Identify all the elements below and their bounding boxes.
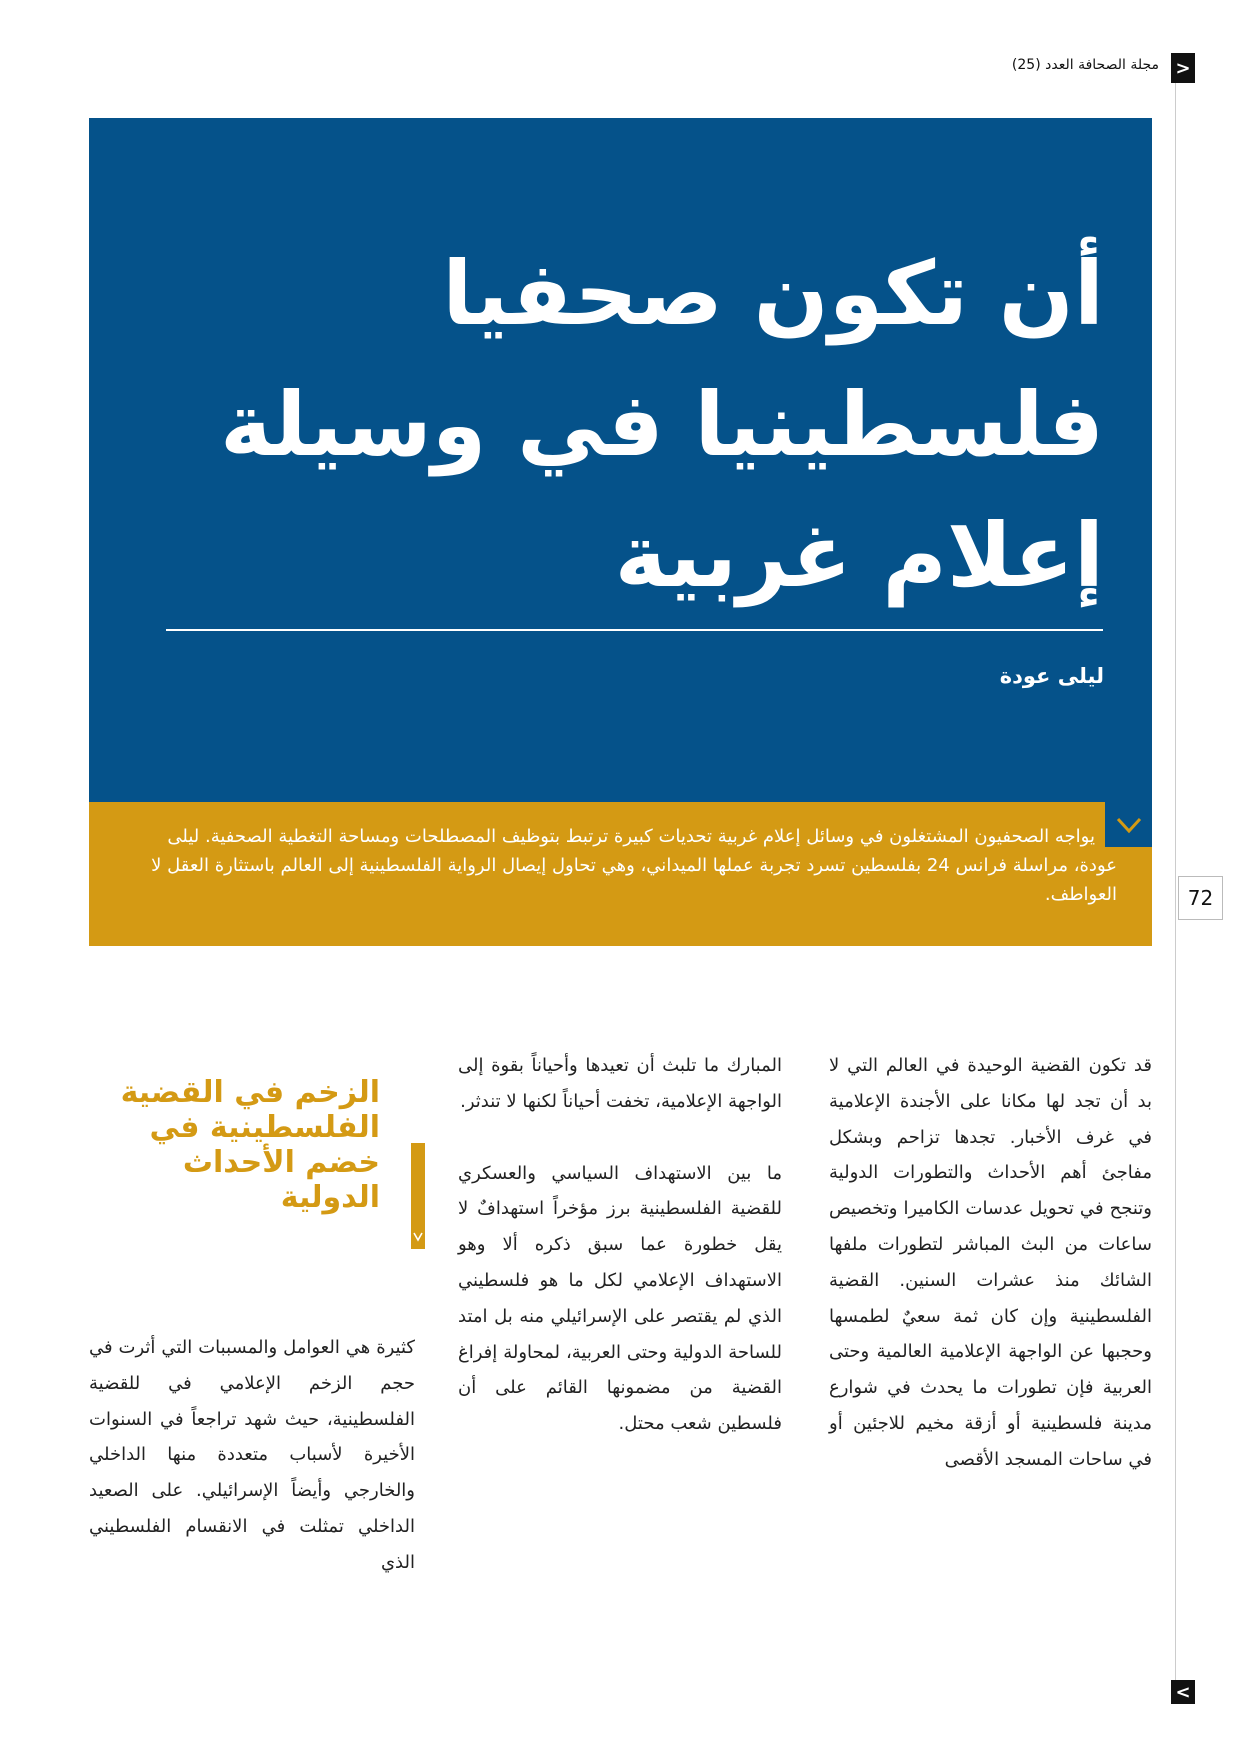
- page-number: 72: [1178, 876, 1223, 920]
- prev-page-arrow-icon[interactable]: [1171, 1680, 1195, 1704]
- hero-banner: [89, 118, 1152, 802]
- nav-arrow-glyph-bottom: <: [1175, 1681, 1191, 1703]
- article-title: أن تكون صحفيا فلسطينيا في وسيلة إعلام غربية: [220, 242, 1104, 607]
- body-column-1: [829, 1048, 1152, 1478]
- pull-quote: [120, 1075, 380, 1215]
- paragraph: كثيرة هي العوامل والمسببات التي أثرت في حجم الزخم الإعلامي في للقضية الفلسطينية، حيث شهد تراجعاً في السنوات الأخيرة لأسباب متعددة منها الداخلي والخارجي وأيضاً الإسرائيلي. على الصعيد الداخلي تمثلت في الانقسام الفلسطيني الذي: [89, 1337, 415, 1573]
- paragraph: قد تكون القضية الوحيدة في العالم التي لا بد أن تجد لها مكانا على الأجندة الإعلامية في غرف الأخبار. تجدها تزاحم وبشكل مفاجئ أهم الأحداث والتطورات الدولية وتنجح في تحويل عدسات الكاميرا وتخصيص ساعات من البث المباشر لتطورات ملفها الشائك منذ عشرات السنين. القضية الفلسطينية وإن كان ثمة سعيٌ لطمسها وحجبها عن الواجهة الإعلامية العالمية وحتى العربية فإن تطورات ما يحدث في شوارع مدينة فلسطينية أو أزقة مخيم للاجئين أو في ساحات المسجد الأقصى: [829, 1055, 1152, 1470]
- paragraph: المبارك ما تلبث أن تعيدها وأحياناً بقوة إلى الواجهة الإعلامية، تخفت أحياناً لكنها لا تندثر.: [458, 1055, 782, 1112]
- magazine-issue-header: مجلة الصحافة العدد (25): [1011, 57, 1159, 73]
- summary-text: يواجه الصحفيون المشتغلون في وسائل إعلام غربية تحديات كبيرة ترتبط بتوظيف المصطلحات ومساحة التغطية الصحفية. ليلى عودة، مراسلة فرانس 24 بفلسطين تسرد تجربة عملها الميداني، وهي تحاول إيصال الرواية الفلسطينية إلى العالم باستثارة العقل لا العواطف.: [151, 826, 1117, 905]
- next-page-arrow-icon[interactable]: [1171, 53, 1195, 83]
- pull-quote-text: الزخم في القضية الفلسطينية في خضم الأحداث الدولية: [120, 1075, 380, 1215]
- nav-arrow-glyph: >: [1175, 57, 1191, 79]
- body-column-2: [458, 1048, 782, 1442]
- pull-quote-bar: [411, 1143, 425, 1249]
- article-summary: [89, 802, 1152, 946]
- title-divider: [166, 629, 1103, 631]
- side-divider: [1175, 83, 1176, 1683]
- article-author: ليلى عودة: [999, 664, 1104, 688]
- paragraph: ما بين الاستهداف السياسي والعسكري للقضية الفلسطينية برز مؤخراً استهدافٌ لا يقل خطورة عما سبق ذكره ألا وهو الاستهداف الإعلامي لكل ما هو فلسطيني الذي لم يقتصر على الإسرائيلي منه بل امتد للساحة الدولية وحتى العربية، لمحاولة إفراغ القضية من مضمونها القائم على أن فلسطين شعب محتل.: [458, 1162, 782, 1435]
- body-column-3: [89, 1330, 415, 1581]
